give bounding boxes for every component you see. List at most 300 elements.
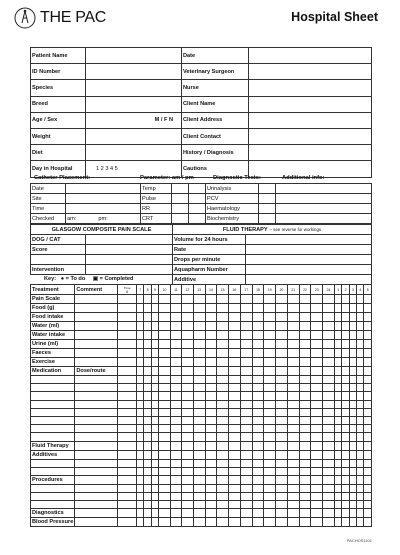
hour-cell[interactable]: [229, 450, 241, 459]
hour-cell[interactable]: [118, 459, 137, 467]
hour-cell[interactable]: [193, 509, 205, 518]
hour-cell[interactable]: [252, 425, 264, 433]
hour-cell[interactable]: [299, 331, 311, 340]
hour-cell[interactable]: [205, 376, 217, 384]
hour-cell[interactable]: [229, 313, 241, 322]
hour-cell[interactable]: [342, 331, 349, 340]
hour-cell[interactable]: [264, 295, 276, 304]
hour-cell[interactable]: [159, 475, 171, 484]
hour-cell[interactable]: [276, 518, 288, 527]
hour-cell[interactable]: [151, 493, 158, 501]
hour-cell[interactable]: [136, 408, 143, 416]
patient-field-value[interactable]: [249, 145, 372, 161]
diagnostic-test-value[interactable]: [259, 194, 276, 204]
hour-cell[interactable]: [357, 475, 364, 484]
comment-cell[interactable]: [75, 331, 118, 340]
hour-cell[interactable]: [323, 358, 335, 367]
comment-cell[interactable]: [75, 416, 118, 424]
hour-cell[interactable]: [311, 484, 323, 492]
hour-cell[interactable]: [252, 416, 264, 424]
hour-cell[interactable]: [193, 295, 205, 304]
hour-cell[interactable]: [349, 384, 356, 392]
hour-cell[interactable]: [276, 484, 288, 492]
hour-cell[interactable]: [144, 475, 151, 484]
hour-cell[interactable]: [205, 484, 217, 492]
hour-cell[interactable]: [364, 367, 372, 376]
hour-cell[interactable]: [287, 313, 299, 322]
hour-cell[interactable]: [205, 509, 217, 518]
hour-cell[interactable]: [182, 475, 194, 484]
hour-cell[interactable]: [342, 459, 349, 467]
hour-cell[interactable]: [229, 408, 241, 416]
hour-cell[interactable]: [276, 322, 288, 331]
hour-cell[interactable]: [193, 416, 205, 424]
hour-cell[interactable]: [287, 501, 299, 509]
hour-cell[interactable]: [205, 322, 217, 331]
hour-cell[interactable]: [264, 408, 276, 416]
hour-cell[interactable]: [323, 416, 335, 424]
comment-cell[interactable]: [75, 340, 118, 349]
hour-cell[interactable]: [276, 509, 288, 518]
hour-cell[interactable]: [136, 295, 143, 304]
hour-cell[interactable]: [170, 484, 181, 492]
hour-cell[interactable]: [229, 501, 241, 509]
hour-cell[interactable]: [240, 475, 252, 484]
parameter-value[interactable]: [172, 204, 189, 214]
hour-cell[interactable]: [287, 450, 299, 459]
hour-cell[interactable]: [170, 358, 181, 367]
hour-cell[interactable]: [205, 295, 217, 304]
hour-cell[interactable]: [217, 501, 229, 509]
hour-cell[interactable]: [240, 484, 252, 492]
hour-cell[interactable]: [144, 509, 151, 518]
hour-cell[interactable]: [151, 295, 158, 304]
hour-cell[interactable]: [334, 408, 341, 416]
hour-cell[interactable]: [357, 367, 364, 376]
hour-cell[interactable]: [170, 408, 181, 416]
hour-cell[interactable]: [323, 518, 335, 527]
hour-cell[interactable]: [136, 376, 143, 384]
hour-cell[interactable]: [357, 459, 364, 467]
fluid-row-value[interactable]: [246, 245, 372, 255]
hour-cell[interactable]: [240, 304, 252, 313]
hour-cell[interactable]: [205, 433, 217, 441]
hour-cell[interactable]: [323, 313, 335, 322]
hour-cell[interactable]: [311, 376, 323, 384]
hour-cell[interactable]: [118, 313, 137, 322]
patient-field-value[interactable]: [249, 80, 372, 96]
hour-cell[interactable]: [252, 295, 264, 304]
parameter-value[interactable]: [189, 204, 206, 214]
hour-cell[interactable]: [240, 340, 252, 349]
hour-cell[interactable]: [229, 295, 241, 304]
hour-cell[interactable]: [118, 331, 137, 340]
hour-cell[interactable]: [217, 518, 229, 527]
hour-cell[interactable]: [182, 304, 194, 313]
hour-cell[interactable]: [287, 441, 299, 450]
hour-cell[interactable]: [217, 484, 229, 492]
hour-cell[interactable]: [276, 295, 288, 304]
hour-cell[interactable]: [229, 400, 241, 408]
hour-cell[interactable]: [287, 358, 299, 367]
hour-cell[interactable]: [364, 295, 372, 304]
hour-cell[interactable]: [276, 392, 288, 400]
hour-cell[interactable]: [323, 425, 335, 433]
hour-cell[interactable]: [357, 518, 364, 527]
hour-cell[interactable]: [342, 384, 349, 392]
hour-cell[interactable]: [311, 467, 323, 475]
hour-cell[interactable]: [334, 295, 341, 304]
hour-cell[interactable]: [240, 331, 252, 340]
hour-cell[interactable]: [193, 340, 205, 349]
pain-row-value[interactable]: [86, 265, 173, 275]
hour-cell[interactable]: [364, 408, 372, 416]
hour-cell[interactable]: [193, 331, 205, 340]
hour-cell[interactable]: [136, 331, 143, 340]
hour-cell[interactable]: [159, 518, 171, 527]
hour-cell[interactable]: [264, 367, 276, 376]
hour-cell[interactable]: [342, 304, 349, 313]
hour-cell[interactable]: [357, 467, 364, 475]
hour-cell[interactable]: [217, 304, 229, 313]
hour-cell[interactable]: [334, 493, 341, 501]
hour-cell[interactable]: [217, 322, 229, 331]
hour-cell[interactable]: [334, 400, 341, 408]
hour-cell[interactable]: [349, 425, 356, 433]
hour-cell[interactable]: [287, 384, 299, 392]
hour-cell[interactable]: [364, 425, 372, 433]
hour-cell[interactable]: [193, 349, 205, 358]
hour-cell[interactable]: [364, 475, 372, 484]
hour-cell[interactable]: [311, 493, 323, 501]
hour-cell[interactable]: [342, 518, 349, 527]
hour-cell[interactable]: [276, 349, 288, 358]
hour-cell[interactable]: [323, 484, 335, 492]
comment-cell[interactable]: [75, 313, 118, 322]
hour-cell[interactable]: [240, 313, 252, 322]
hour-cell[interactable]: [118, 509, 137, 518]
hour-cell[interactable]: [299, 295, 311, 304]
hour-cell[interactable]: [136, 459, 143, 467]
comment-cell[interactable]: [75, 358, 118, 367]
hour-cell[interactable]: [334, 340, 341, 349]
hour-cell[interactable]: [182, 518, 194, 527]
hour-cell[interactable]: [240, 509, 252, 518]
hour-cell[interactable]: [264, 313, 276, 322]
hour-cell[interactable]: [264, 400, 276, 408]
hour-cell[interactable]: [182, 340, 194, 349]
hour-cell[interactable]: [170, 322, 181, 331]
hour-cell[interactable]: [334, 358, 341, 367]
hour-cell[interactable]: [264, 441, 276, 450]
hour-cell[interactable]: [151, 425, 158, 433]
hour-cell[interactable]: [193, 493, 205, 501]
hour-cell[interactable]: [334, 313, 341, 322]
hour-cell[interactable]: [334, 450, 341, 459]
hour-cell[interactable]: [118, 304, 137, 313]
hour-cell[interactable]: [357, 416, 364, 424]
hour-cell[interactable]: [299, 441, 311, 450]
comment-cell[interactable]: [75, 475, 118, 484]
hour-cell[interactable]: [357, 493, 364, 501]
hour-cell[interactable]: [299, 408, 311, 416]
hour-cell[interactable]: [311, 322, 323, 331]
hour-cell[interactable]: [276, 501, 288, 509]
hour-cell[interactable]: [276, 384, 288, 392]
hour-cell[interactable]: [205, 400, 217, 408]
hour-cell[interactable]: [357, 501, 364, 509]
hour-cell[interactable]: [182, 384, 194, 392]
patient-field-value[interactable]: [249, 112, 372, 128]
hour-cell[interactable]: [287, 322, 299, 331]
hour-cell[interactable]: [136, 304, 143, 313]
hour-cell[interactable]: [170, 467, 181, 475]
patient-field-value[interactable]: [249, 128, 372, 144]
hour-cell[interactable]: [323, 376, 335, 384]
hour-cell[interactable]: [151, 384, 158, 392]
diagnostic-test-value[interactable]: [259, 204, 276, 214]
hour-cell[interactable]: [342, 367, 349, 376]
hour-cell[interactable]: [299, 384, 311, 392]
hour-cell[interactable]: [136, 322, 143, 331]
hour-cell[interactable]: [334, 416, 341, 424]
hour-cell[interactable]: [323, 433, 335, 441]
hour-cell[interactable]: [182, 493, 194, 501]
hour-cell[interactable]: [364, 376, 372, 384]
hour-cell[interactable]: [217, 408, 229, 416]
hour-cell[interactable]: [159, 322, 171, 331]
hour-cell[interactable]: [311, 313, 323, 322]
hour-cell[interactable]: [136, 441, 143, 450]
hour-cell[interactable]: [170, 295, 181, 304]
hour-cell[interactable]: [252, 376, 264, 384]
hour-cell[interactable]: [136, 425, 143, 433]
hour-cell[interactable]: [217, 367, 229, 376]
hour-cell[interactable]: [264, 331, 276, 340]
hour-cell[interactable]: [311, 349, 323, 358]
hour-cell[interactable]: [342, 313, 349, 322]
hour-cell[interactable]: [136, 475, 143, 484]
comment-cell[interactable]: [75, 304, 118, 313]
hour-cell[interactable]: [323, 384, 335, 392]
hour-cell[interactable]: [205, 501, 217, 509]
hour-cell[interactable]: [182, 392, 194, 400]
hour-cell[interactable]: [252, 322, 264, 331]
hour-cell[interactable]: [182, 433, 194, 441]
hour-cell[interactable]: [342, 425, 349, 433]
hour-cell[interactable]: [229, 518, 241, 527]
hour-cell[interactable]: [159, 295, 171, 304]
hour-cell[interactable]: [151, 331, 158, 340]
hour-cell[interactable]: [287, 295, 299, 304]
comment-cell[interactable]: [75, 518, 118, 527]
hour-cell[interactable]: [334, 376, 341, 384]
hour-cell[interactable]: [118, 392, 137, 400]
hour-cell[interactable]: [287, 425, 299, 433]
hour-cell[interactable]: [170, 376, 181, 384]
hour-cell[interactable]: [276, 408, 288, 416]
hour-cell[interactable]: [311, 400, 323, 408]
hour-cell[interactable]: [364, 304, 372, 313]
hour-cell[interactable]: [193, 322, 205, 331]
hour-cell[interactable]: [159, 331, 171, 340]
hour-cell[interactable]: [182, 313, 194, 322]
hour-cell[interactable]: [240, 501, 252, 509]
hour-cell[interactable]: [252, 392, 264, 400]
patient-field-value[interactable]: [86, 145, 182, 161]
comment-cell[interactable]: [75, 493, 118, 501]
hour-cell[interactable]: [205, 459, 217, 467]
hour-cell[interactable]: [217, 441, 229, 450]
fluid-row-value[interactable]: [246, 275, 372, 285]
hour-cell[interactable]: [264, 433, 276, 441]
hour-cell[interactable]: [311, 475, 323, 484]
hour-cell[interactable]: [240, 450, 252, 459]
hour-cell[interactable]: [349, 304, 356, 313]
hour-cell[interactable]: [342, 400, 349, 408]
hour-cell[interactable]: [144, 384, 151, 392]
hour-cell[interactable]: [151, 349, 158, 358]
hour-cell[interactable]: [252, 331, 264, 340]
hour-cell[interactable]: [311, 358, 323, 367]
pain-row-value[interactable]: [86, 235, 173, 245]
hour-cell[interactable]: [342, 392, 349, 400]
hour-cell[interactable]: [151, 408, 158, 416]
hour-cell[interactable]: [252, 441, 264, 450]
hour-cell[interactable]: [364, 349, 372, 358]
hour-cell[interactable]: [144, 450, 151, 459]
hour-cell[interactable]: [334, 425, 341, 433]
hour-cell[interactable]: [182, 367, 194, 376]
hour-cell[interactable]: [144, 416, 151, 424]
hour-cell[interactable]: [240, 441, 252, 450]
comment-cell[interactable]: [75, 509, 118, 518]
hour-cell[interactable]: [144, 313, 151, 322]
hour-cell[interactable]: [311, 518, 323, 527]
parameter-value[interactable]: [189, 194, 206, 204]
hour-cell[interactable]: [240, 295, 252, 304]
hour-cell[interactable]: [118, 408, 137, 416]
hour-cell[interactable]: [276, 367, 288, 376]
comment-cell[interactable]: [75, 408, 118, 416]
hour-cell[interactable]: [287, 416, 299, 424]
hour-cell[interactable]: [217, 433, 229, 441]
hour-cell[interactable]: [311, 392, 323, 400]
hour-cell[interactable]: [287, 433, 299, 441]
hour-cell[interactable]: [311, 408, 323, 416]
catheter-value[interactable]: [66, 194, 141, 204]
parameter-value[interactable]: [172, 214, 189, 224]
hour-cell[interactable]: [193, 467, 205, 475]
hour-cell[interactable]: [217, 475, 229, 484]
hour-cell[interactable]: [311, 367, 323, 376]
hour-cell[interactable]: [205, 340, 217, 349]
hour-cell[interactable]: [144, 408, 151, 416]
hour-cell[interactable]: [144, 484, 151, 492]
hour-cell[interactable]: [144, 392, 151, 400]
hour-cell[interactable]: [159, 408, 171, 416]
hour-cell[interactable]: [276, 340, 288, 349]
hour-cell[interactable]: [264, 509, 276, 518]
hour-cell[interactable]: [342, 467, 349, 475]
hour-cell[interactable]: [144, 376, 151, 384]
hour-cell[interactable]: [349, 493, 356, 501]
hour-cell[interactable]: [334, 518, 341, 527]
hour-cell[interactable]: [144, 493, 151, 501]
hour-cell[interactable]: [240, 349, 252, 358]
hour-cell[interactable]: [229, 459, 241, 467]
hour-cell[interactable]: [276, 400, 288, 408]
hour-cell[interactable]: [193, 313, 205, 322]
hour-cell[interactable]: [276, 467, 288, 475]
hour-cell[interactable]: [217, 450, 229, 459]
hour-cell[interactable]: [229, 484, 241, 492]
hour-cell[interactable]: [144, 358, 151, 367]
hour-cell[interactable]: [364, 509, 372, 518]
hour-cell[interactable]: [205, 384, 217, 392]
hour-cell[interactable]: [299, 475, 311, 484]
hour-cell[interactable]: [151, 509, 158, 518]
hour-cell[interactable]: [159, 392, 171, 400]
hour-cell[interactable]: [193, 408, 205, 416]
hour-cell[interactable]: [136, 433, 143, 441]
hour-cell[interactable]: [170, 509, 181, 518]
hour-cell[interactable]: [151, 467, 158, 475]
hour-cell[interactable]: [205, 313, 217, 322]
hour-cell[interactable]: [151, 340, 158, 349]
hour-cell[interactable]: [240, 408, 252, 416]
hour-cell[interactable]: [342, 408, 349, 416]
hour-cell[interactable]: [182, 484, 194, 492]
parameter-value[interactable]: [172, 184, 189, 194]
hour-cell[interactable]: [144, 433, 151, 441]
hour-cell[interactable]: [287, 484, 299, 492]
hour-cell[interactable]: [299, 467, 311, 475]
additional-info-cell[interactable]: [276, 204, 372, 214]
fluid-row-value[interactable]: [246, 255, 372, 265]
hour-cell[interactable]: [182, 509, 194, 518]
parameter-value[interactable]: [172, 194, 189, 204]
comment-cell[interactable]: [75, 376, 118, 384]
hour-cell[interactable]: [159, 493, 171, 501]
hour-cell[interactable]: [159, 433, 171, 441]
hour-cell[interactable]: [364, 433, 372, 441]
hour-cell[interactable]: [118, 322, 137, 331]
hour-cell[interactable]: [118, 340, 137, 349]
hour-cell[interactable]: [276, 459, 288, 467]
hour-cell[interactable]: [334, 433, 341, 441]
hour-cell[interactable]: [136, 313, 143, 322]
hour-cell[interactable]: [118, 416, 137, 424]
hour-cell[interactable]: [299, 450, 311, 459]
hour-cell[interactable]: [118, 376, 137, 384]
hour-cell[interactable]: [364, 484, 372, 492]
hour-cell[interactable]: [217, 425, 229, 433]
hour-cell[interactable]: [276, 475, 288, 484]
hour-cell[interactable]: [323, 493, 335, 501]
hour-cell[interactable]: [136, 484, 143, 492]
hour-cell[interactable]: [342, 493, 349, 501]
hour-cell[interactable]: [349, 475, 356, 484]
hour-cell[interactable]: [217, 392, 229, 400]
hour-cell[interactable]: [342, 416, 349, 424]
hour-cell[interactable]: [299, 433, 311, 441]
hour-cell[interactable]: [182, 349, 194, 358]
hour-cell[interactable]: [136, 400, 143, 408]
hour-cell[interactable]: [229, 384, 241, 392]
hour-cell[interactable]: [311, 340, 323, 349]
hour-cell[interactable]: [229, 340, 241, 349]
